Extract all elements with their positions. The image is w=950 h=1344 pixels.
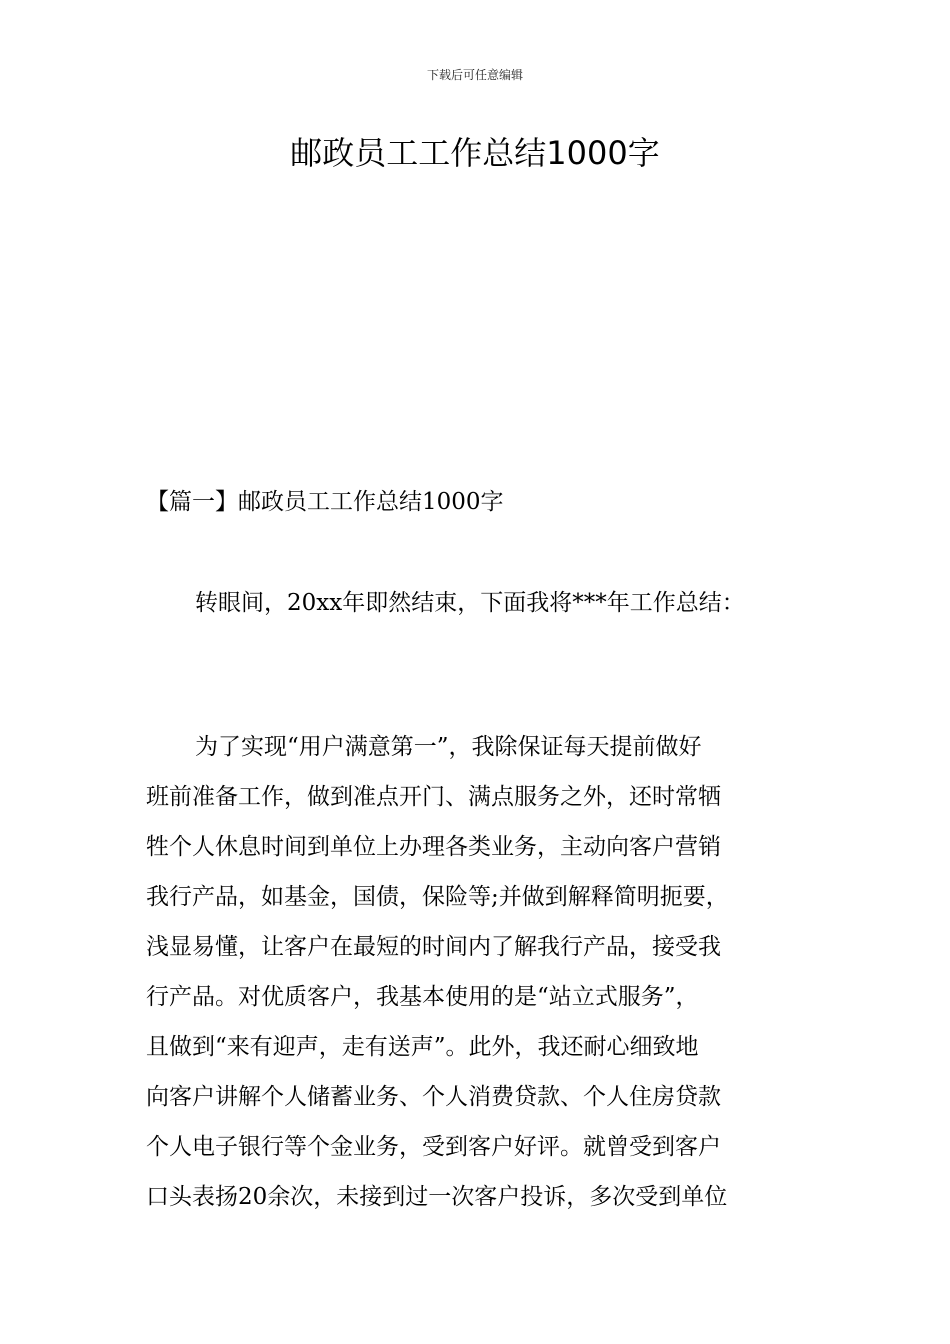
paragraph-line: 向客户讲解个人储蓄业务、个人消费贷款、个人住房贷款 (146, 1084, 721, 1110)
paragraph-line: 为了实现“用户满意第一”，我除保证每天提前做好 (195, 734, 702, 760)
document-title: 邮政员工工作总结1000字 (290, 134, 660, 172)
paragraph-line: 我行产品，如基金，国债，保险等;并做到解释简明扼要， (146, 884, 729, 910)
paragraph-line: 行产品。对优质客户，我基本使用的是“站立式服务”， (146, 984, 699, 1010)
paragraph-line: 班前准备工作，做到准点开门、满点服务之外，还时常牺 (146, 784, 721, 810)
paragraph-line: 个人电子银行等个金业务，受到客户好评。就曾受到客户 (146, 1134, 721, 1160)
header-note: 下载后可任意编辑 (426, 68, 523, 82)
intro-paragraph: 转眼间，20xx年即然结束，下面我将***年工作总结： (195, 590, 745, 616)
paragraph-line: 且做到“来有迎声，走有送声”。此外，我还耐心细致地 (146, 1034, 699, 1060)
paragraph-line: 牲个人休息时间到单位上办理各类业务，主动向客户营销 (146, 834, 721, 860)
section-heading: 【篇一】邮政员工工作总结1000字 (146, 489, 504, 515)
paragraph-line: 口头表扬20余次，未接到过一次客户投诉，多次受到单位 (146, 1184, 728, 1210)
paragraph-line: 浅显易懂，让客户在最短的时间内了解我行产品，接受我 (146, 934, 721, 960)
body-paragraph (146, 730, 816, 1230)
